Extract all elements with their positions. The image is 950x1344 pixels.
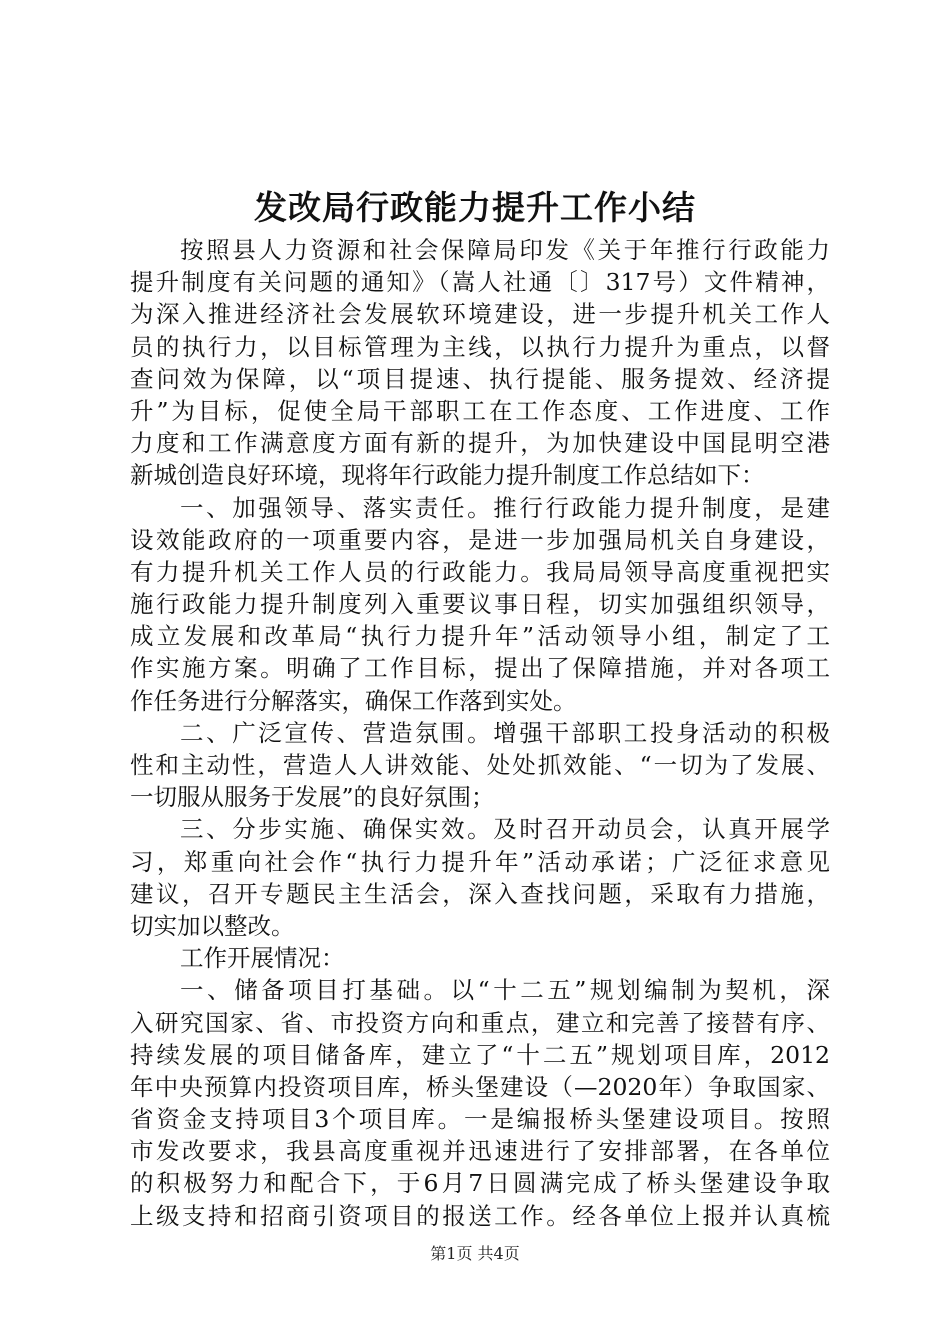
text-line: 员的执行力，以目标管理为主线，以执行力提升为重点，以督: [130, 332, 830, 361]
text-line: 市发改要求，我县高度重视并迅速进行了安排部署，在各单位: [130, 1137, 830, 1166]
text-line: 设效能政府的一项重要内容，是进一步加强局机关自身建设，: [130, 525, 830, 554]
text-line: 性和主动性，营造人人讲效能、处处抓效能、“一切为了发展、: [130, 751, 830, 779]
text-line: 按照县人力资源和社会保障局印发《关于年推行行政能力: [180, 236, 830, 264]
text-line: 二、广泛宣传、营造氛围。增强干部职工投身活动的积极: [180, 718, 830, 747]
text-line: 新城创造良好环境，现将年行政能力提升制度工作总结如下：: [130, 461, 765, 490]
text-line: 持续发展的项目储备库，建立了“十二五”规划项目库，2012: [130, 1040, 830, 1069]
text-line: 上级支持和招商引资项目的报送工作。经各单位上报并认真梳: [130, 1201, 830, 1230]
text-line: 三、分步实施、确保实效。及时召开动员会，认真开展学: [180, 815, 830, 844]
text-line: 有力提升机关工作人员的行政能力。我局局领导高度重视把实: [130, 557, 830, 586]
text-line: 年中央预算内投资项目库，桥头堡建设（—2020年）争取国家、: [130, 1072, 830, 1101]
text-line: 查问效为保障，以“项目提速、执行提能、服务提效、经济提: [130, 364, 830, 393]
text-line: 升”为目标，促使全局干部职工在工作态度、工作进度、工作: [130, 396, 830, 425]
text-line: 工作开展情况：: [180, 944, 345, 973]
text-line: 施行政能力提升制度列入重要议事日程，切实加强组织领导，: [130, 590, 830, 619]
text-line: 作任务进行分解落实，确保工作落到实处。: [130, 686, 577, 715]
text-line: 一、储备项目打基础。以“十二五”规划编制为契机，深: [180, 976, 830, 1005]
text-line: 作实施方案。明确了工作目标，提出了保障措施，并对各项工: [130, 654, 830, 683]
text-line: 的积极努力和配合下，于6月7日圆满完成了桥头堡建设争取: [130, 1169, 830, 1198]
text-line: 切实加以整改。: [130, 911, 295, 940]
text-line: 习，郑重向社会作“执行力提升年”活动承诺；广泛征求意见: [130, 847, 830, 876]
text-line: 成立发展和改革局“执行力提升年”活动领导小组，制定了工: [130, 622, 830, 651]
text-line: 建议，召开专题民主生活会，深入查找问题，采取有力措施，: [130, 879, 830, 908]
text-line: 提升制度有关问题的通知》（嵩人社通〔〕317号）文件精神，: [130, 268, 830, 297]
text-line: 力度和工作满意度方面有新的提升，为加快建设中国昆明空港: [130, 429, 830, 458]
text-line: 省资金支持项目3个项目库。一是编报桥头堡建设项目。按照: [130, 1105, 830, 1134]
document-body: [130, 234, 830, 1232]
page-footer: 第1页 共4页: [430, 1244, 520, 1263]
text-line: 一、加强领导、落实责任。推行行政能力提升制度，是建: [180, 493, 830, 522]
text-line: 为深入推进经济社会发展软环境建设，进一步提升机关工作人: [130, 300, 830, 329]
document-title: 发改局行政能力提升工作小结: [254, 188, 696, 227]
text-line: 入研究国家、省、市投资方向和重点，建立和完善了接替有序、: [130, 1008, 830, 1037]
text-line: 一切服从服务于发展”的良好氛围；: [130, 783, 495, 812]
